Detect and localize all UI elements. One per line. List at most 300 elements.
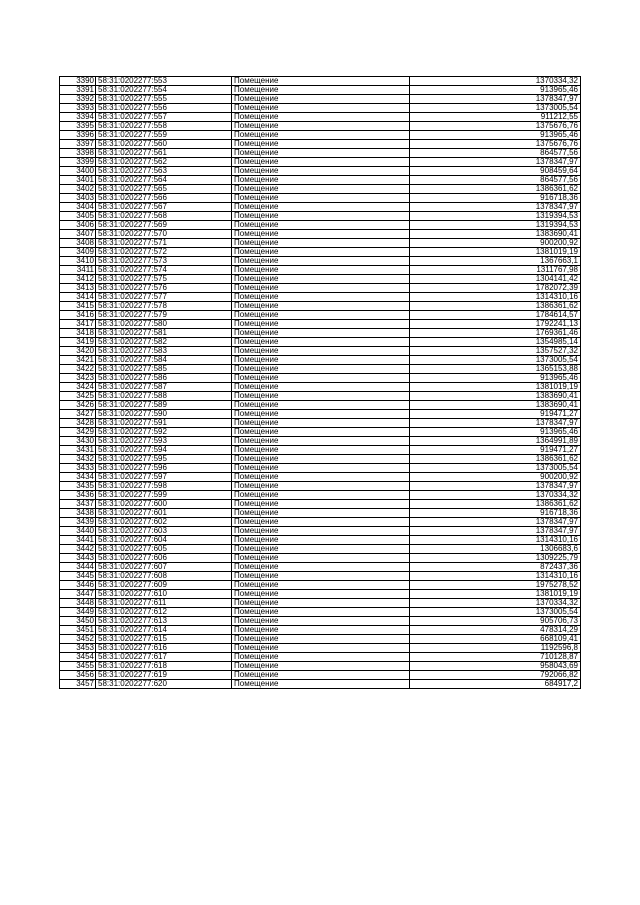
cadastral-number-cell: 58:31:0202277:567: [96, 203, 232, 212]
cadastral-number-cell: 58:31:0202277:569: [96, 221, 232, 230]
cadastral-value-cell: 911212,55: [410, 113, 581, 122]
cadastral-number-cell: 58:31:0202277:615: [96, 635, 232, 644]
cadastral-number-cell: 58:31:0202277:601: [96, 509, 232, 518]
object-type-cell: Помещение: [232, 167, 410, 176]
row-number-cell: 3457: [60, 680, 96, 689]
row-number-cell: 3434: [60, 473, 96, 482]
table-row: [60, 266, 581, 275]
cadastral-value-cell: 1370334,32: [410, 599, 581, 608]
object-type-cell: Помещение: [232, 446, 410, 455]
object-type-cell: Помещение: [232, 527, 410, 536]
row-number-cell: 3448: [60, 599, 96, 608]
cadastral-number-cell: 58:31:0202277:570: [96, 230, 232, 239]
cadastral-number-cell: 58:31:0202277:576: [96, 284, 232, 293]
object-type-cell: Помещение: [232, 311, 410, 320]
cadastral-number-cell: 58:31:0202277:581: [96, 329, 232, 338]
object-type-cell: Помещение: [232, 113, 410, 122]
table-row: [60, 257, 581, 266]
table-row: [60, 383, 581, 392]
object-type-cell: Помещение: [232, 320, 410, 329]
table-row: [60, 410, 581, 419]
cadastral-number-cell: 58:31:0202277:616: [96, 644, 232, 653]
cadastral-value-cell: 919471,27: [410, 410, 581, 419]
row-number-cell: 3441: [60, 536, 96, 545]
cadastral-value-cell: 684917,2: [410, 680, 581, 689]
table-row: [60, 590, 581, 599]
cadastral-value-cell: 1378347,97: [410, 419, 581, 428]
cadastral-value-cell: 919471,27: [410, 446, 581, 455]
row-number-cell: 3391: [60, 86, 96, 95]
object-type-cell: Помещение: [232, 104, 410, 113]
object-type-cell: Помещение: [232, 284, 410, 293]
object-type-cell: Помещение: [232, 536, 410, 545]
row-number-cell: 3405: [60, 212, 96, 221]
cadastral-value-cell: 710128,87: [410, 653, 581, 662]
cadastral-value-cell: 913965,46: [410, 374, 581, 383]
object-type-cell: Помещение: [232, 680, 410, 689]
cadastral-value-cell: 913965,46: [410, 428, 581, 437]
object-type-cell: Помещение: [232, 383, 410, 392]
cadastral-value-cell: 1383690,41: [410, 230, 581, 239]
object-type-cell: Помещение: [232, 356, 410, 365]
cadastral-number-cell: 58:31:0202277:591: [96, 419, 232, 428]
object-type-cell: Помещение: [232, 653, 410, 662]
cadastral-number-cell: 58:31:0202277:614: [96, 626, 232, 635]
object-type-cell: Помещение: [232, 203, 410, 212]
table-row: [60, 482, 581, 491]
cadastral-value-cell: 1373005,54: [410, 608, 581, 617]
object-type-cell: Помещение: [232, 635, 410, 644]
cadastral-number-cell: 58:31:0202277:574: [96, 266, 232, 275]
object-type-cell: Помещение: [232, 500, 410, 509]
object-type-cell: Помещение: [232, 473, 410, 482]
cadastral-value-cell: 1367663,1: [410, 257, 581, 266]
cadastral-number-cell: 58:31:0202277:575: [96, 275, 232, 284]
object-type-cell: Помещение: [232, 122, 410, 131]
table-row: [60, 626, 581, 635]
cadastral-number-cell: 58:31:0202277:594: [96, 446, 232, 455]
object-type-cell: Помещение: [232, 590, 410, 599]
table-row: [60, 536, 581, 545]
object-type-cell: Помещение: [232, 194, 410, 203]
cadastral-value-cell: 908459,64: [410, 167, 581, 176]
table-row: [60, 113, 581, 122]
row-number-cell: 3425: [60, 392, 96, 401]
row-number-cell: 3415: [60, 302, 96, 311]
row-number-cell: 3430: [60, 437, 96, 446]
cadastral-value-cell: 1309225,79: [410, 554, 581, 563]
table-row: [60, 518, 581, 527]
object-type-cell: Помещение: [232, 563, 410, 572]
object-type-cell: Помещение: [232, 464, 410, 473]
row-number-cell: 3452: [60, 635, 96, 644]
table-row: [60, 176, 581, 185]
cadastral-value-cell: 958043,69: [410, 662, 581, 671]
row-number-cell: 3424: [60, 383, 96, 392]
cadastral-number-cell: 58:31:0202277:562: [96, 158, 232, 167]
row-number-cell: 3402: [60, 185, 96, 194]
object-type-cell: Помещение: [232, 662, 410, 671]
object-type-cell: Помещение: [232, 419, 410, 428]
table-row: [60, 77, 581, 86]
cadastral-number-cell: 58:31:0202277:604: [96, 536, 232, 545]
object-type-cell: Помещение: [232, 248, 410, 257]
object-type-cell: Помещение: [232, 581, 410, 590]
table-row: [60, 86, 581, 95]
cadastral-value-cell: 1364991,89: [410, 437, 581, 446]
cadastral-value-cell: 1386361,62: [410, 302, 581, 311]
cadastral-value-cell: 1357527,32: [410, 347, 581, 356]
object-type-cell: Помещение: [232, 221, 410, 230]
object-type-cell: Помещение: [232, 410, 410, 419]
table-row: [60, 221, 581, 230]
row-number-cell: 3417: [60, 320, 96, 329]
object-type-cell: Помещение: [232, 392, 410, 401]
table-row: [60, 455, 581, 464]
row-number-cell: 3414: [60, 293, 96, 302]
cadastral-value-cell: 1975278,52: [410, 581, 581, 590]
cadastral-value-cell: 1386361,62: [410, 455, 581, 464]
row-number-cell: 3406: [60, 221, 96, 230]
cadastral-value-cell: 1386361,62: [410, 500, 581, 509]
cadastral-value-cell: 1378347,97: [410, 527, 581, 536]
object-type-cell: Помещение: [232, 293, 410, 302]
table-row: [60, 167, 581, 176]
cadastral-number-cell: 58:31:0202277:584: [96, 356, 232, 365]
object-type-cell: Помещение: [232, 230, 410, 239]
row-number-cell: 3428: [60, 419, 96, 428]
table-row: [60, 338, 581, 347]
table-row: [60, 635, 581, 644]
cadastral-number-cell: 58:31:0202277:579: [96, 311, 232, 320]
cadastral-number-cell: 58:31:0202277:617: [96, 653, 232, 662]
table-row: [60, 293, 581, 302]
cadastral-value-cell: 1378347,97: [410, 158, 581, 167]
row-number-cell: 3447: [60, 590, 96, 599]
table-row: [60, 464, 581, 473]
row-number-cell: 3455: [60, 662, 96, 671]
table-row: [60, 572, 581, 581]
row-number-cell: 3392: [60, 95, 96, 104]
row-number-cell: 3420: [60, 347, 96, 356]
cadastral-number-cell: 58:31:0202277:606: [96, 554, 232, 563]
table-row: [60, 329, 581, 338]
cadastral-value-cell: 1311767,98: [410, 266, 581, 275]
cadastral-number-cell: 58:31:0202277:602: [96, 518, 232, 527]
cadastral-number-cell: 58:31:0202277:620: [96, 680, 232, 689]
cadastral-value-cell: 1192596,8: [410, 644, 581, 653]
cadastral-number-cell: 58:31:0202277:577: [96, 293, 232, 302]
row-number-cell: 3396: [60, 131, 96, 140]
cadastral-number-cell: 58:31:0202277:566: [96, 194, 232, 203]
cadastral-value-cell: 1386361,62: [410, 185, 581, 194]
cadastral-number-cell: 58:31:0202277:563: [96, 167, 232, 176]
object-type-cell: Помещение: [232, 365, 410, 374]
table-row: [60, 419, 581, 428]
cadastral-value-cell: 916718,36: [410, 509, 581, 518]
object-type-cell: Помещение: [232, 140, 410, 149]
table-row: [60, 644, 581, 653]
object-type-cell: Помещение: [232, 95, 410, 104]
cadastral-number-cell: 58:31:0202277:610: [96, 590, 232, 599]
object-type-cell: Помещение: [232, 617, 410, 626]
cadastral-value-cell: 913965,46: [410, 86, 581, 95]
object-type-cell: Помещение: [232, 626, 410, 635]
row-number-cell: 3451: [60, 626, 96, 635]
cadastral-number-cell: 58:31:0202277:600: [96, 500, 232, 509]
table-row: [60, 374, 581, 383]
table-row: [60, 320, 581, 329]
table-row: [60, 392, 581, 401]
object-type-cell: Помещение: [232, 149, 410, 158]
row-number-cell: 3416: [60, 311, 96, 320]
cadastral-number-cell: 58:31:0202277:589: [96, 401, 232, 410]
table-row: [60, 437, 581, 446]
table-row: [60, 563, 581, 572]
row-number-cell: 3436: [60, 491, 96, 500]
table-row: [60, 608, 581, 617]
object-type-cell: Помещение: [232, 176, 410, 185]
object-type-cell: Помещение: [232, 644, 410, 653]
row-number-cell: 3453: [60, 644, 96, 653]
table-row: [60, 401, 581, 410]
cadastral-number-cell: 58:31:0202277:556: [96, 104, 232, 113]
cadastral-number-cell: 58:31:0202277:568: [96, 212, 232, 221]
row-number-cell: 3401: [60, 176, 96, 185]
cadastral-number-cell: 58:31:0202277:618: [96, 662, 232, 671]
object-type-cell: Помещение: [232, 572, 410, 581]
cadastral-value-cell: 668109,41: [410, 635, 581, 644]
cadastral-number-cell: 58:31:0202277:559: [96, 131, 232, 140]
cadastral-number-cell: 58:31:0202277:580: [96, 320, 232, 329]
table-row: [60, 356, 581, 365]
cadastral-value-cell: 1354985,14: [410, 338, 581, 347]
cadastral-value-cell: 1378347,97: [410, 95, 581, 104]
object-type-cell: Помещение: [232, 671, 410, 680]
cadastral-value-cell: 916718,36: [410, 194, 581, 203]
cadastral-value-cell: 1314310,16: [410, 536, 581, 545]
table-row: [60, 194, 581, 203]
table-row: [60, 347, 581, 356]
table-row: [60, 140, 581, 149]
cadastral-number-cell: 58:31:0202277:619: [96, 671, 232, 680]
cadastral-number-cell: 58:31:0202277:560: [96, 140, 232, 149]
table-row: [60, 491, 581, 500]
cadastral-number-cell: 58:31:0202277:592: [96, 428, 232, 437]
cadastral-number-cell: 58:31:0202277:608: [96, 572, 232, 581]
cadastral-value-cell: 1378347,97: [410, 518, 581, 527]
cadastral-number-cell: 58:31:0202277:561: [96, 149, 232, 158]
table-row: [60, 185, 581, 194]
cadastral-value-cell: 1378347,97: [410, 203, 581, 212]
cadastral-value-cell: 1373005,54: [410, 104, 581, 113]
cadastral-number-cell: 58:31:0202277:598: [96, 482, 232, 491]
cadastral-number-cell: 58:31:0202277:603: [96, 527, 232, 536]
cadastral-value-cell: 1784614,57: [410, 311, 581, 320]
object-type-cell: Помещение: [232, 239, 410, 248]
table-row: [60, 311, 581, 320]
cadastral-value-cell: 1769361,46: [410, 329, 581, 338]
row-number-cell: 3399: [60, 158, 96, 167]
cadastral-number-cell: 58:31:0202277:582: [96, 338, 232, 347]
object-type-cell: Помещение: [232, 491, 410, 500]
row-number-cell: 3439: [60, 518, 96, 527]
table-row: [60, 680, 581, 689]
cadastral-number-cell: 58:31:0202277:605: [96, 545, 232, 554]
row-number-cell: 3419: [60, 338, 96, 347]
object-type-cell: Помещение: [232, 608, 410, 617]
row-number-cell: 3413: [60, 284, 96, 293]
cadastral-value-cell: 1381019,19: [410, 248, 581, 257]
cadastral-number-cell: 58:31:0202277:564: [96, 176, 232, 185]
cadastral-number-cell: 58:31:0202277:557: [96, 113, 232, 122]
table-row: [60, 275, 581, 284]
property-table-body: [60, 77, 581, 689]
row-number-cell: 3410: [60, 257, 96, 266]
cadastral-number-cell: 58:31:0202277:590: [96, 410, 232, 419]
row-number-cell: 3438: [60, 509, 96, 518]
object-type-cell: Помещение: [232, 518, 410, 527]
cadastral-number-cell: 58:31:0202277:572: [96, 248, 232, 257]
row-number-cell: 3407: [60, 230, 96, 239]
cadastral-number-cell: 58:31:0202277:578: [96, 302, 232, 311]
table-row: [60, 158, 581, 167]
row-number-cell: 3400: [60, 167, 96, 176]
cadastral-number-cell: 58:31:0202277:613: [96, 617, 232, 626]
row-number-cell: 3393: [60, 104, 96, 113]
row-number-cell: 3435: [60, 482, 96, 491]
cadastral-value-cell: 1373005,54: [410, 464, 581, 473]
cadastral-value-cell: 1314310,16: [410, 572, 581, 581]
cadastral-value-cell: 905706,73: [410, 617, 581, 626]
row-number-cell: 3442: [60, 545, 96, 554]
cadastral-value-cell: 913965,46: [410, 131, 581, 140]
cadastral-number-cell: 58:31:0202277:585: [96, 365, 232, 374]
object-type-cell: Помещение: [232, 455, 410, 464]
table-row: [60, 104, 581, 113]
cadastral-value-cell: 1383690,41: [410, 392, 581, 401]
cadastral-number-cell: 58:31:0202277:593: [96, 437, 232, 446]
cadastral-value-cell: 1383690,41: [410, 401, 581, 410]
cadastral-value-cell: 1365153,88: [410, 365, 581, 374]
row-number-cell: 3403: [60, 194, 96, 203]
cadastral-number-cell: 58:31:0202277:597: [96, 473, 232, 482]
cadastral-number-cell: 58:31:0202277:565: [96, 185, 232, 194]
cadastral-number-cell: 58:31:0202277:596: [96, 464, 232, 473]
row-number-cell: 3443: [60, 554, 96, 563]
table-row: [60, 446, 581, 455]
row-number-cell: 3404: [60, 203, 96, 212]
row-number-cell: 3440: [60, 527, 96, 536]
row-number-cell: 3433: [60, 464, 96, 473]
row-number-cell: 3432: [60, 455, 96, 464]
row-number-cell: 3444: [60, 563, 96, 572]
cadastral-value-cell: 1373005,54: [410, 356, 581, 365]
table-row: [60, 149, 581, 158]
object-type-cell: Помещение: [232, 509, 410, 518]
cadastral-value-cell: 1314310,16: [410, 293, 581, 302]
row-number-cell: 3411: [60, 266, 96, 275]
cadastral-value-cell: 864577,56: [410, 176, 581, 185]
row-number-cell: 3397: [60, 140, 96, 149]
cadastral-value-cell: 1370334,32: [410, 77, 581, 86]
table-row: [60, 131, 581, 140]
object-type-cell: Помещение: [232, 437, 410, 446]
cadastral-value-cell: 1378347,97: [410, 482, 581, 491]
object-type-cell: Помещение: [232, 266, 410, 275]
cadastral-number-cell: 58:31:0202277:558: [96, 122, 232, 131]
table-row: [60, 122, 581, 131]
cadastral-value-cell: 1782072,39: [410, 284, 581, 293]
cadastral-value-cell: 1381019,19: [410, 383, 581, 392]
table-row: [60, 284, 581, 293]
cadastral-value-cell: 478314,29: [410, 626, 581, 635]
row-number-cell: 3394: [60, 113, 96, 122]
cadastral-number-cell: 58:31:0202277:586: [96, 374, 232, 383]
row-number-cell: 3427: [60, 410, 96, 419]
table-row: [60, 365, 581, 374]
object-type-cell: Помещение: [232, 374, 410, 383]
table-row: [60, 545, 581, 554]
row-number-cell: 3418: [60, 329, 96, 338]
object-type-cell: Помещение: [232, 401, 410, 410]
cadastral-value-cell: 900200,92: [410, 473, 581, 482]
object-type-cell: Помещение: [232, 329, 410, 338]
row-number-cell: 3412: [60, 275, 96, 284]
table-row: [60, 671, 581, 680]
row-number-cell: 3429: [60, 428, 96, 437]
object-type-cell: Помещение: [232, 545, 410, 554]
object-type-cell: Помещение: [232, 275, 410, 284]
table-row: [60, 500, 581, 509]
row-number-cell: 3445: [60, 572, 96, 581]
row-number-cell: 3449: [60, 608, 96, 617]
object-type-cell: Помещение: [232, 77, 410, 86]
row-number-cell: 3390: [60, 77, 96, 86]
property-table: [59, 76, 581, 689]
table-row: [60, 203, 581, 212]
row-number-cell: 3450: [60, 617, 96, 626]
table-row: [60, 509, 581, 518]
table-row: [60, 212, 581, 221]
cadastral-number-cell: 58:31:0202277:588: [96, 392, 232, 401]
table-row: [60, 599, 581, 608]
object-type-cell: Помещение: [232, 212, 410, 221]
cadastral-number-cell: 58:31:0202277:573: [96, 257, 232, 266]
row-number-cell: 3398: [60, 149, 96, 158]
cadastral-value-cell: 1319394,53: [410, 212, 581, 221]
row-number-cell: 3408: [60, 239, 96, 248]
row-number-cell: 3446: [60, 581, 96, 590]
cadastral-number-cell: 58:31:0202277:599: [96, 491, 232, 500]
table-row: [60, 95, 581, 104]
object-type-cell: Помещение: [232, 257, 410, 266]
cadastral-number-cell: 58:31:0202277:555: [96, 95, 232, 104]
cadastral-value-cell: 1375676,76: [410, 122, 581, 131]
object-type-cell: Помещение: [232, 131, 410, 140]
cadastral-value-cell: 792066,82: [410, 671, 581, 680]
row-number-cell: 3395: [60, 122, 96, 131]
cadastral-number-cell: 58:31:0202277:607: [96, 563, 232, 572]
object-type-cell: Помещение: [232, 86, 410, 95]
row-number-cell: 3431: [60, 446, 96, 455]
table-row: [60, 662, 581, 671]
table-row: [60, 302, 581, 311]
cadastral-value-cell: 1319394,53: [410, 221, 581, 230]
object-type-cell: Помещение: [232, 599, 410, 608]
row-number-cell: 3409: [60, 248, 96, 257]
cadastral-number-cell: 58:31:0202277:571: [96, 239, 232, 248]
